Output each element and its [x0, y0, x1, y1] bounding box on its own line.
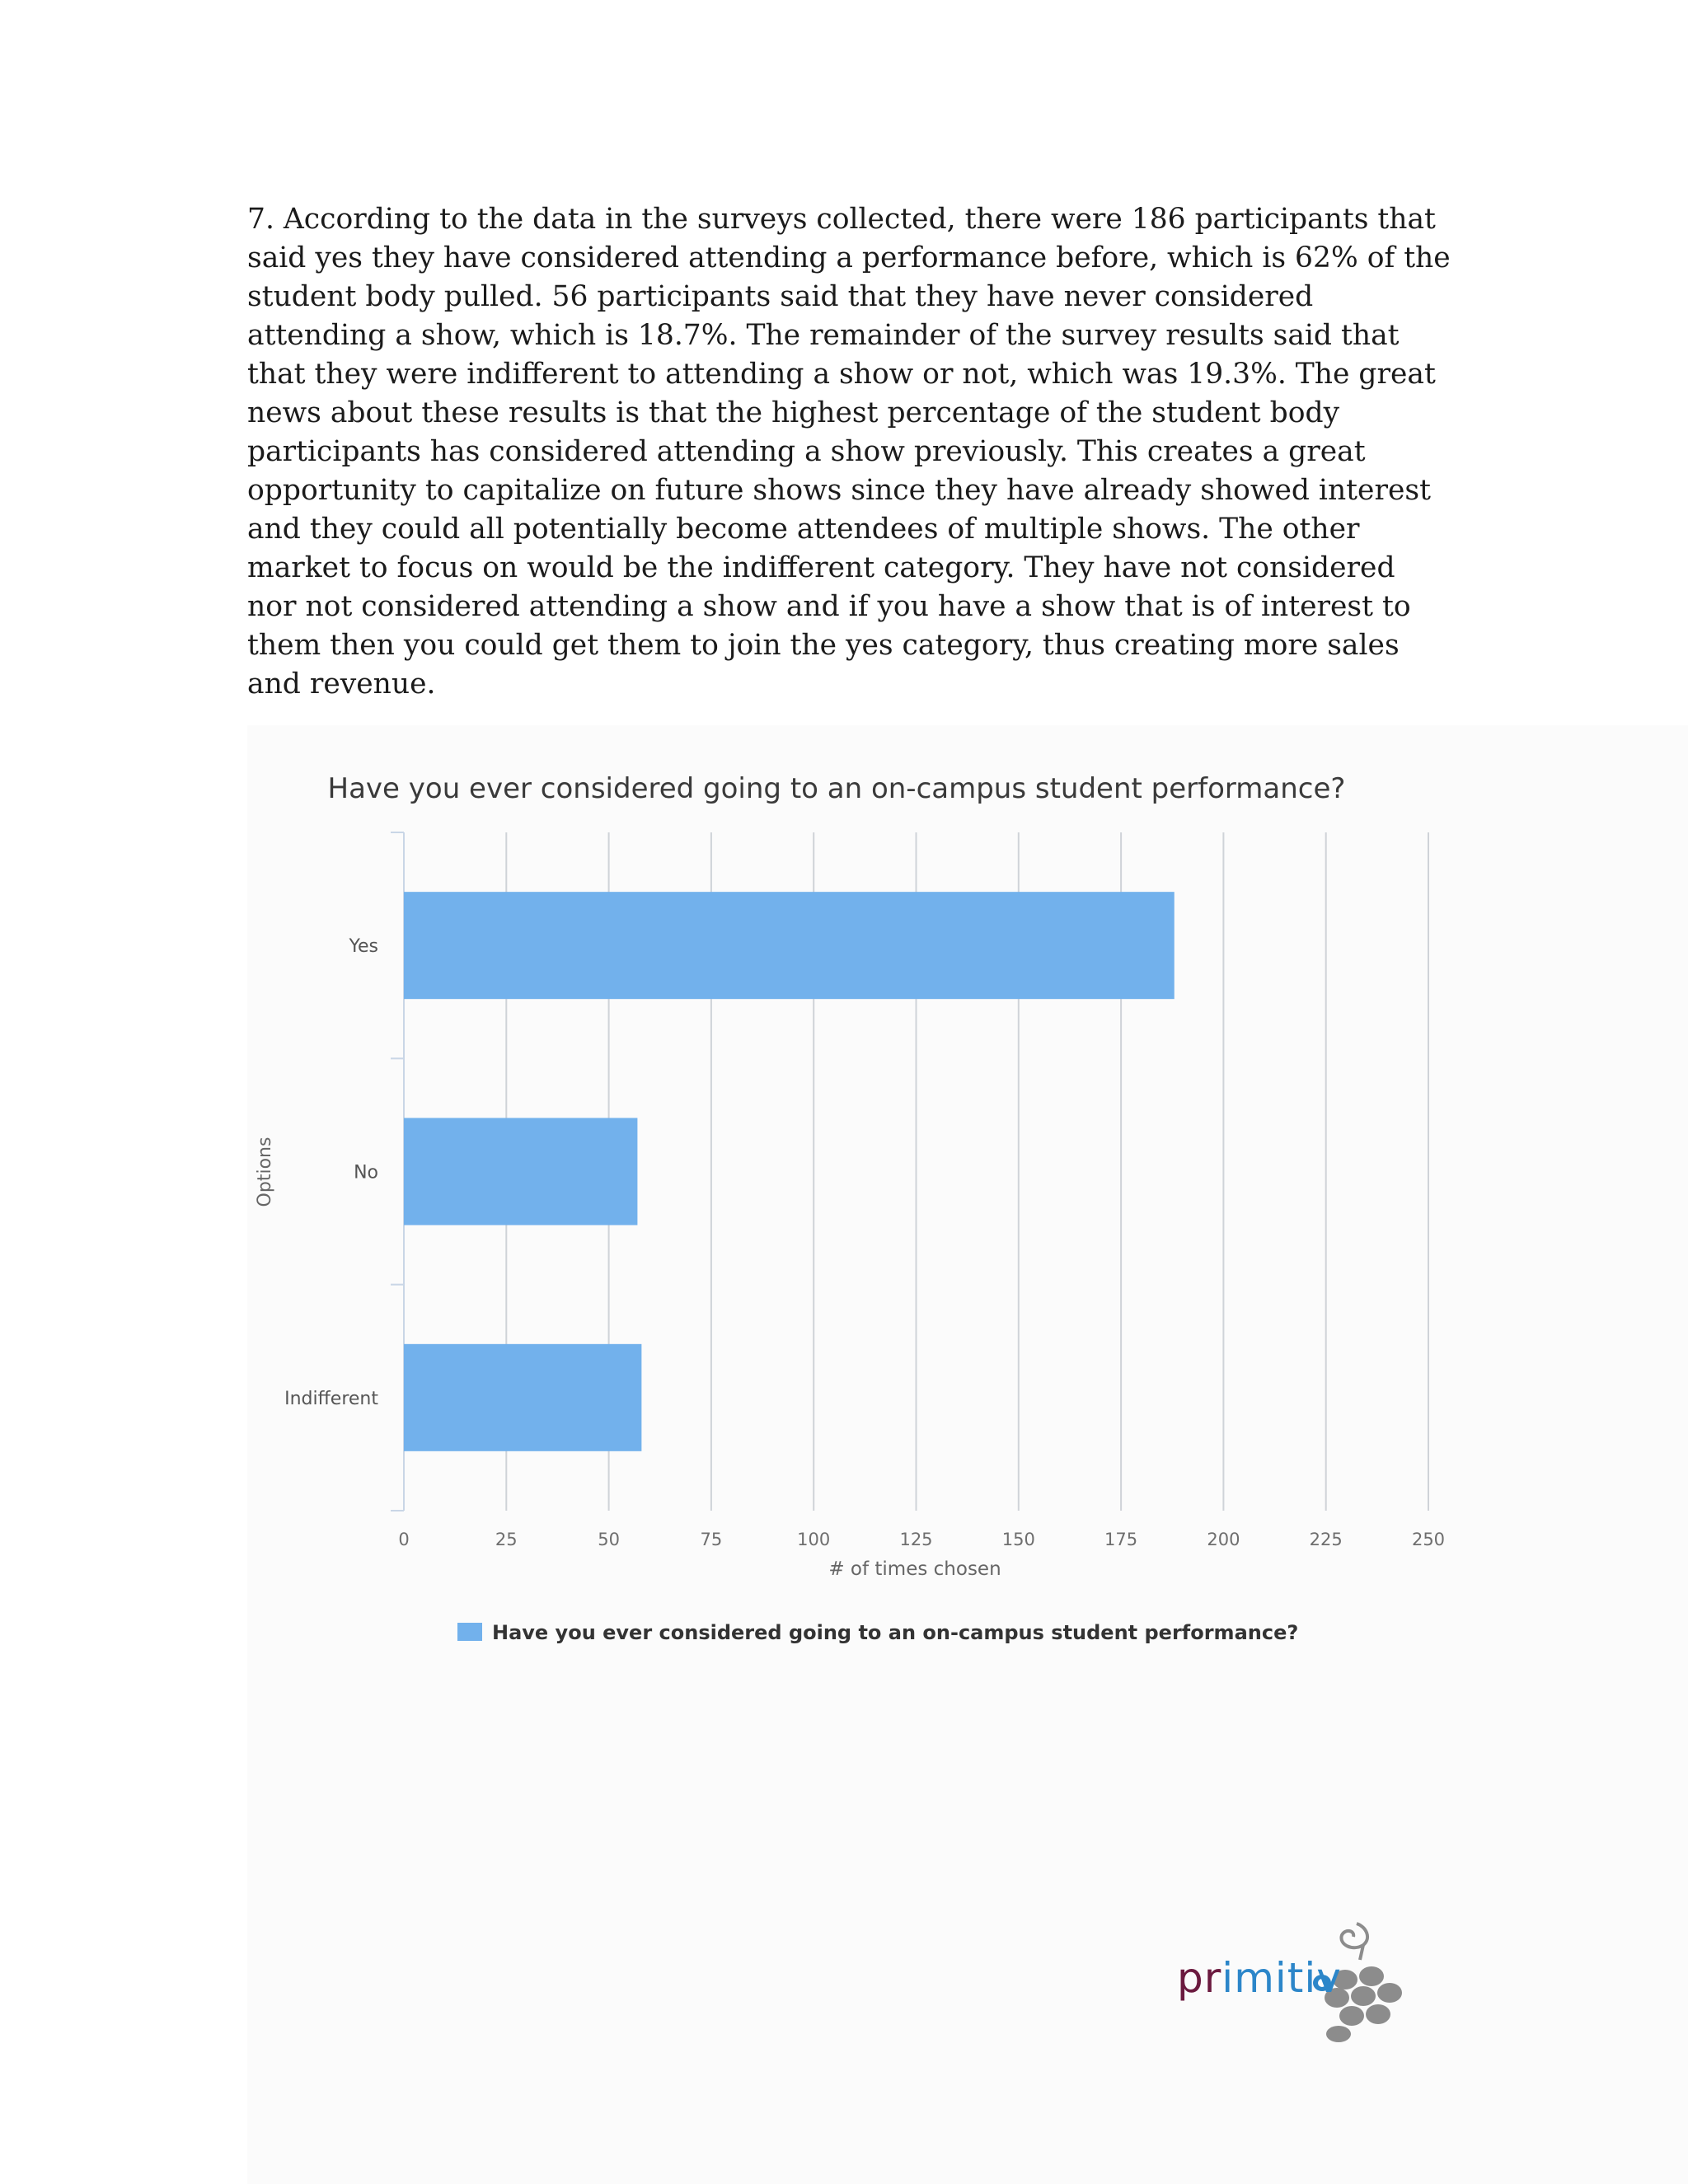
x-tick-label: 200: [1207, 1530, 1240, 1549]
x-tick-label: 25: [495, 1530, 518, 1549]
x-tick-label: 50: [598, 1530, 620, 1549]
category-label: Indifferent: [284, 1388, 378, 1409]
logo-text-light: imitiv: [1221, 1954, 1342, 2002]
x-tick-label: 225: [1309, 1530, 1343, 1549]
x-tick-label: 175: [1104, 1530, 1138, 1549]
body-paragraph: 7. According to the data in the surveys collected, there were 186 participants that said yes they have considered attending a performance before, which is 62% of the student body pulled. 56 participants said that they have never considered attending a show, which is 18.7%. The remainder of the survey results said that that they were indifferent to attending a show or not, which was 19.3%. The great news about these results is that the highest percentage of the student body participants has considered attending a show previously. This creates a great opportunity to capitalize on future shows since they have already showed interest and they could all potentially become attendees of multiple shows. The other market to focus on would be the indifferent category. They have not considered nor not considered attending a show and if you have a show that is of interest to them then you could get them to join the yes category, thus creating more sales and revenue.: [247, 203, 1451, 701]
category-label: Yes: [349, 936, 378, 958]
x-axis-label: # of times chosen: [828, 1558, 1001, 1580]
legend[interactable]: [457, 1621, 1298, 1644]
bar-yes[interactable]: [404, 892, 1175, 999]
category-label: No: [354, 1162, 378, 1183]
x-tick-label: 150: [1001, 1530, 1035, 1549]
x-tick-label: 75: [700, 1530, 723, 1549]
chart-title: Have you ever considered going to an on-campus student performance?: [327, 772, 1346, 805]
x-tick-label: 100: [797, 1530, 831, 1549]
x-tick-label: 250: [1411, 1530, 1446, 1549]
x-tick-labels: [398, 1530, 1445, 1549]
legend-label: Have you ever considered going to an on-campus student performance?: [492, 1621, 1299, 1644]
primitivo-logo: [1177, 1910, 1432, 2042]
legend-swatch: [457, 1623, 482, 1641]
logo-text-dark: pr: [1177, 1954, 1222, 2002]
bars: [404, 892, 1175, 1451]
x-tick-label: 0: [398, 1530, 410, 1549]
bar-no[interactable]: [404, 1118, 637, 1226]
y-axis-label: Options: [255, 1137, 275, 1207]
bar-indifferent[interactable]: [404, 1344, 641, 1451]
logo-wordmark: [1177, 1953, 1342, 2003]
x-tick-label: 125: [899, 1530, 933, 1549]
category-labels: [284, 936, 378, 1409]
